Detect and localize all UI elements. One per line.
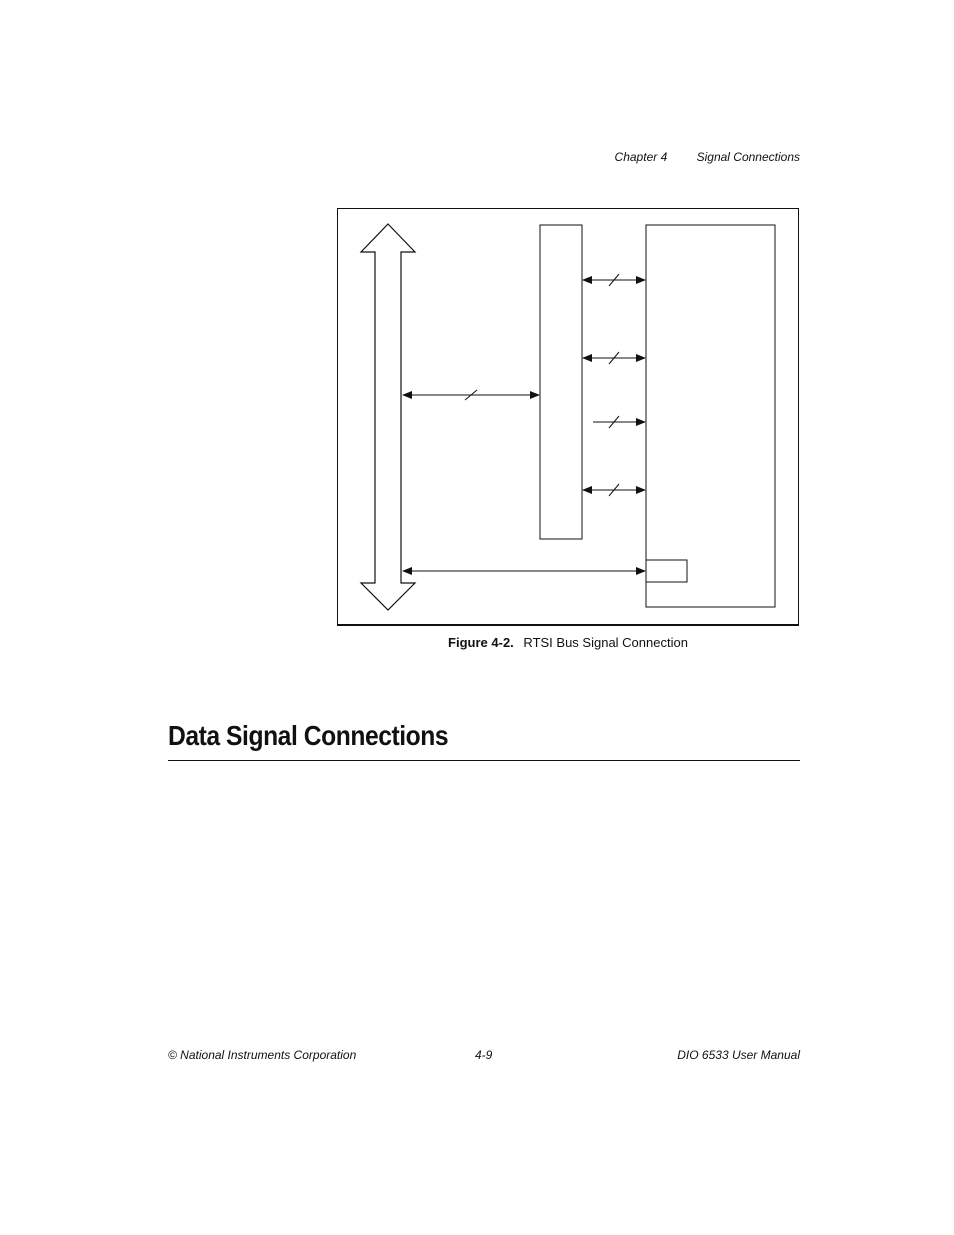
header-section: Signal Connections	[696, 150, 800, 164]
bus-arrow	[361, 224, 415, 610]
footer-page-number: 4-9	[475, 1048, 493, 1062]
board-block	[646, 225, 775, 607]
footer-copyright: © National Instruments Corporation	[168, 1048, 357, 1062]
section-heading: Data Signal Connections	[168, 720, 449, 751]
internal-small-block	[646, 560, 687, 582]
footer-manual-title: DIO 6533 User Manual	[677, 1048, 800, 1062]
figure-title: RTSI Bus Signal Connection	[523, 635, 688, 650]
rtsi-bus-diagram	[337, 208, 799, 626]
header-chapter: Chapter 4	[614, 150, 668, 164]
running-header	[615, 150, 800, 164]
switch-block	[540, 225, 582, 539]
figure-caption	[337, 635, 799, 650]
section-rule	[168, 760, 800, 761]
figure-label: Figure 4-2.	[448, 635, 514, 650]
